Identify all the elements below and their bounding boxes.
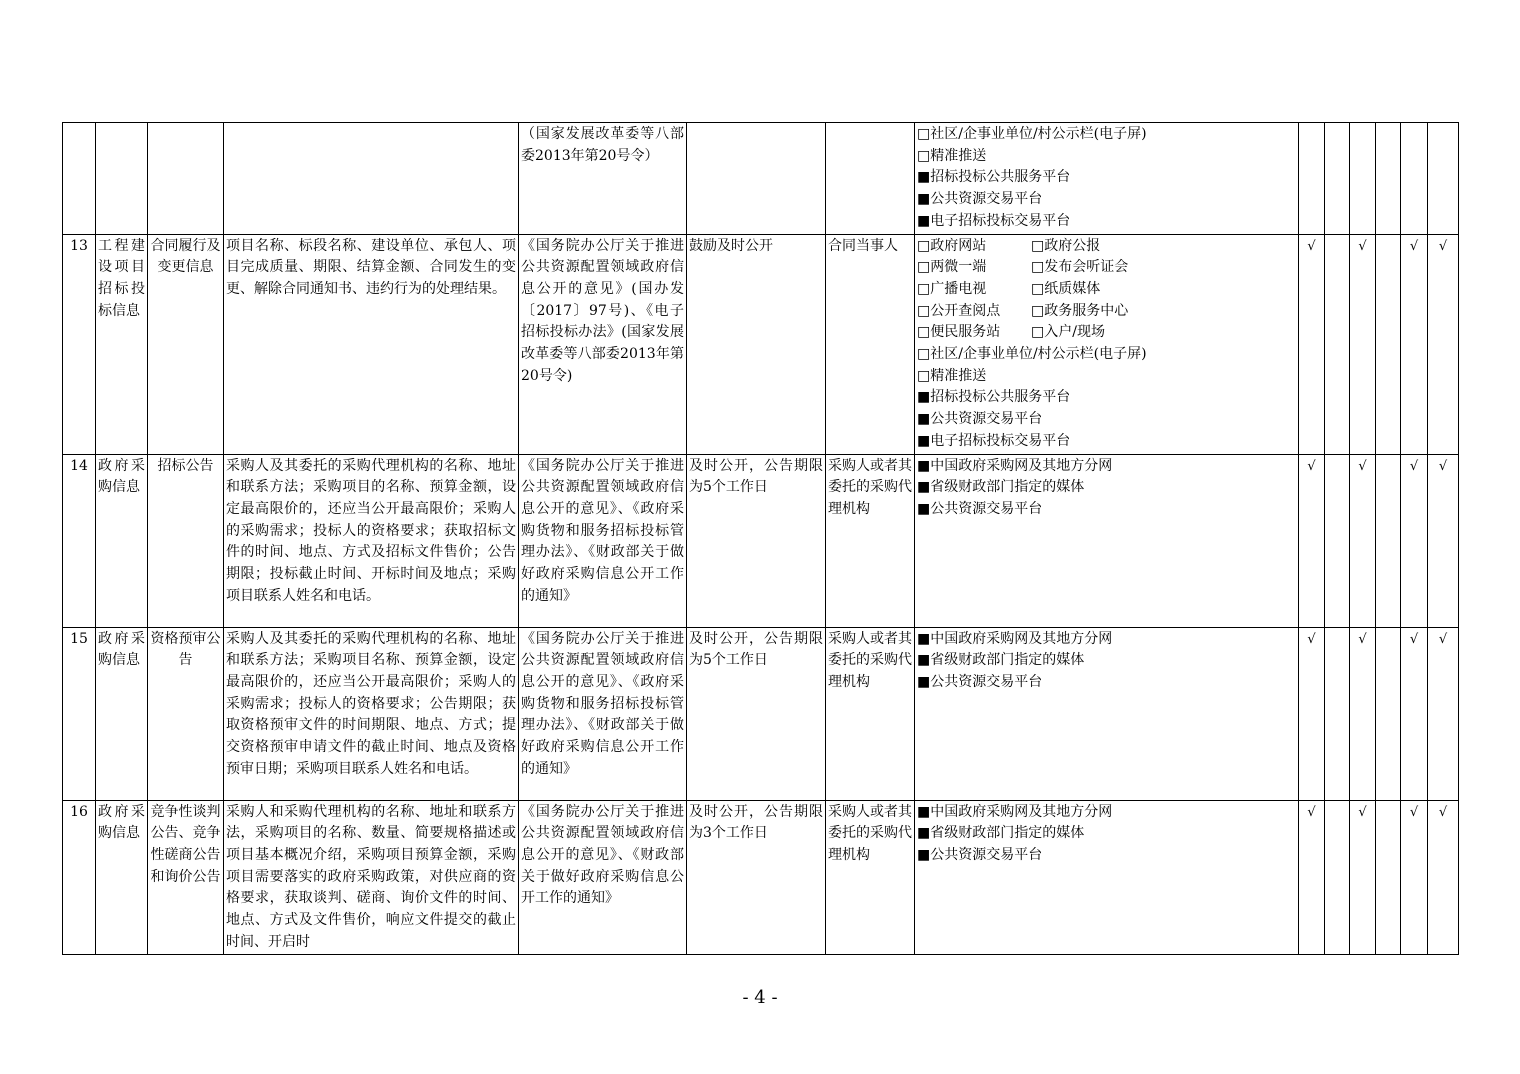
basis-cell: 《国务院办公厅关于推进公共资源配置领域政府信息公开的意见》(国办发〔2017〕97号)、《电子招标投标办法》(国家发展改革委等八部委2013年第20号令) [519, 234, 687, 454]
item-cell: 资格预审公告 [148, 627, 224, 800]
channel-option: ■公共资源交易平台 [917, 191, 1043, 208]
page-number: - 4 - [742, 987, 778, 1008]
channels-cell [915, 627, 1299, 800]
channel-option: □广播电视 [917, 280, 987, 297]
channel-option: □政府公报 [1031, 237, 1101, 254]
row-number: 13 [63, 234, 96, 454]
channel-option: ■省级财政部门指定的媒体 [917, 825, 1085, 842]
row-number: 15 [63, 627, 96, 800]
channels-cell [915, 234, 1299, 454]
channel-pair [917, 257, 1296, 279]
category-cell: 政府采购信息 [96, 627, 148, 800]
channel-option: ■公共资源交易平台 [917, 673, 1043, 690]
check-cell: √ [1299, 454, 1325, 627]
channel-option: □发布会听证会 [1031, 259, 1129, 276]
channels-cell [915, 800, 1299, 955]
check-cell [1325, 123, 1350, 235]
channels-cell [915, 454, 1299, 627]
check-cell: √ [1299, 627, 1325, 800]
table-row [63, 123, 1459, 235]
table-row [63, 627, 1459, 800]
channel-pair [917, 279, 1296, 301]
basis-cell: 《国务院办公厅关于推进公共资源配置领域政府信息公开的意见》、《政府采购货物和服务招标投标管理办法》、《财政部关于做好政府采购信息公开工作的通知》 [519, 454, 687, 627]
category-cell: 政府采购信息 [96, 800, 148, 955]
category-cell [96, 123, 148, 235]
channel-option: ■中国政府采购网及其地方分网 [917, 630, 1113, 647]
check-cell: √ [1401, 800, 1428, 955]
check-cell [1325, 800, 1350, 955]
item-cell: 合同履行及变更信息 [148, 234, 224, 454]
channel-pair [917, 301, 1296, 323]
content-cell: 采购人及其委托的采购代理机构的名称、地址和联系方法；采购项目的名称、预算金额，设定最高限价的，还应当公开最高限价；采购人的采购需求；投标人的资格要求；获取招标文件的时间、地点、方式及招标文件售价；公告期限；投标截止时间、开标时间及地点；采购项目联系人姓名和电话。 [224, 454, 519, 627]
channel-option: □入户/现场 [1031, 324, 1105, 341]
channel-option: □社区/企事业单位/村公示栏(电子屏) [917, 346, 1147, 363]
category-cell: 政府采购信息 [96, 454, 148, 627]
category-cell: 工程建设项目招标投标信息 [96, 234, 148, 454]
channel-option: ■公共资源交易平台 [917, 846, 1043, 863]
basis-cell: （国家发展改革委等八部委2013年第20号令） [519, 123, 687, 235]
item-cell: 招标公告 [148, 454, 224, 627]
channel-option: ■省级财政部门指定的媒体 [917, 652, 1085, 669]
channel-option: □纸质媒体 [1031, 280, 1101, 297]
subject-cell: 合同当事人 [826, 234, 915, 454]
check-cell [1376, 454, 1401, 627]
check-cell: √ [1401, 234, 1428, 454]
table-row [63, 454, 1459, 627]
content-cell: 采购人及其委托的采购代理机构的名称、地址和联系方法；采购项目名称、预算金额，设定最高限价的，还应当公开最高限价；采购人的采购需求；投标人的资格要求；公告期限；获取资格预审文件的时间期限、地点、方式；提交资格预审申请文件的截止时间、地点及资格预审日期；采购项目联系人姓名和电话。 [224, 627, 519, 800]
check-cell [1325, 234, 1350, 454]
basis-cell: 《国务院办公厅关于推进公共资源配置领域政府信息公开的意见》、《政府采购货物和服务招标投标管理办法》、《财政部关于做好政府采购信息公开工作的通知》 [519, 627, 687, 800]
check-cell: √ [1350, 234, 1376, 454]
channel-option: □两微一端 [917, 259, 987, 276]
time-cell: 及时公开，公告期限为3个工作日 [687, 800, 826, 955]
check-cell: √ [1428, 627, 1459, 800]
check-cell: √ [1401, 627, 1428, 800]
time-cell [687, 123, 826, 235]
channel-option: □政府网站 [917, 237, 987, 254]
check-cell [1376, 123, 1401, 235]
channel-option: ■中国政府采购网及其地方分网 [917, 803, 1113, 820]
check-cell: √ [1428, 800, 1459, 955]
check-cell [1428, 123, 1459, 235]
check-cell [1299, 123, 1325, 235]
subject-cell: 采购人或者其委托的采购代理机构 [826, 454, 915, 627]
check-cell: √ [1350, 800, 1376, 955]
channel-option: ■招标投标公共服务平台 [917, 169, 1071, 186]
channel-pair [917, 322, 1296, 344]
content-cell: 采购人和采购代理机构的名称、地址和联系方法，采购项目的名称、数量、简要规格描述或项目基本概况介绍，采购项目预算金额，采购项目需要落实的政府采购政策，对供应商的资格要求，获取谈判、磋商、询价文件的时间、地点、方式及文件售价，响应文件提交的截止时间、开启时 [224, 800, 519, 955]
check-cell [1376, 627, 1401, 800]
channel-option: □社区/企事业单位/村公示栏(电子屏) [917, 126, 1147, 142]
check-cell [1376, 234, 1401, 454]
content-cell [224, 123, 519, 235]
channel-option: ■公共资源交易平台 [917, 411, 1043, 428]
channel-option: □精准推送 [917, 367, 987, 384]
check-cell: √ [1299, 234, 1325, 454]
item-cell: 竞争性谈判公告、竞争性磋商公告和询价公告 [148, 800, 224, 955]
item-cell [148, 123, 224, 235]
subject-cell [826, 123, 915, 235]
check-cell [1401, 123, 1428, 235]
check-cell [1376, 800, 1401, 955]
check-cell: √ [1401, 454, 1428, 627]
row-number: 16 [63, 800, 96, 955]
subject-cell: 采购人或者其委托的采购代理机构 [826, 627, 915, 800]
channel-option: □政务服务中心 [1031, 302, 1129, 319]
channel-option: ■电子招标投标交易平台 [917, 212, 1071, 229]
time-cell: 鼓励及时公开 [687, 234, 826, 454]
channels-cell [915, 123, 1299, 235]
row-number [63, 123, 96, 235]
check-cell: √ [1428, 454, 1459, 627]
channel-option: ■公共资源交易平台 [917, 500, 1043, 517]
time-cell: 及时公开，公告期限为5个工作日 [687, 627, 826, 800]
subject-cell: 采购人或者其委托的采购代理机构 [826, 800, 915, 955]
time-cell: 及时公开，公告期限为5个工作日 [687, 454, 826, 627]
channel-option: ■中国政府采购网及其地方分网 [917, 457, 1113, 474]
channel-option: ■招标投标公共服务平台 [917, 389, 1071, 406]
disclosure-table [62, 122, 1459, 955]
channel-option: □便民服务站 [917, 324, 1001, 341]
channel-pair [917, 236, 1296, 258]
check-cell: √ [1350, 454, 1376, 627]
check-cell [1325, 454, 1350, 627]
table-row [63, 234, 1459, 454]
channel-option: ■省级财政部门指定的媒体 [917, 479, 1085, 496]
check-cell [1325, 627, 1350, 800]
basis-cell: 《国务院办公厅关于推进公共资源配置领域政府信息公开的意见》、《财政部关于做好政府采购信息公开工作的通知》 [519, 800, 687, 955]
table-row [63, 800, 1459, 955]
check-cell [1350, 123, 1376, 235]
check-cell: √ [1299, 800, 1325, 955]
row-number: 14 [63, 454, 96, 627]
check-cell: √ [1350, 627, 1376, 800]
check-cell: √ [1428, 234, 1459, 454]
content-cell: 项目名称、标段名称、建设单位、承包人、项目完成质量、期限、结算金额、合同发生的变更、解除合同通知书、违约行为的处理结果。 [224, 234, 519, 454]
channel-option: ■电子招标投标交易平台 [917, 432, 1071, 449]
channel-option: □公开查阅点 [917, 302, 1001, 319]
channel-option: □精准推送 [917, 147, 987, 164]
